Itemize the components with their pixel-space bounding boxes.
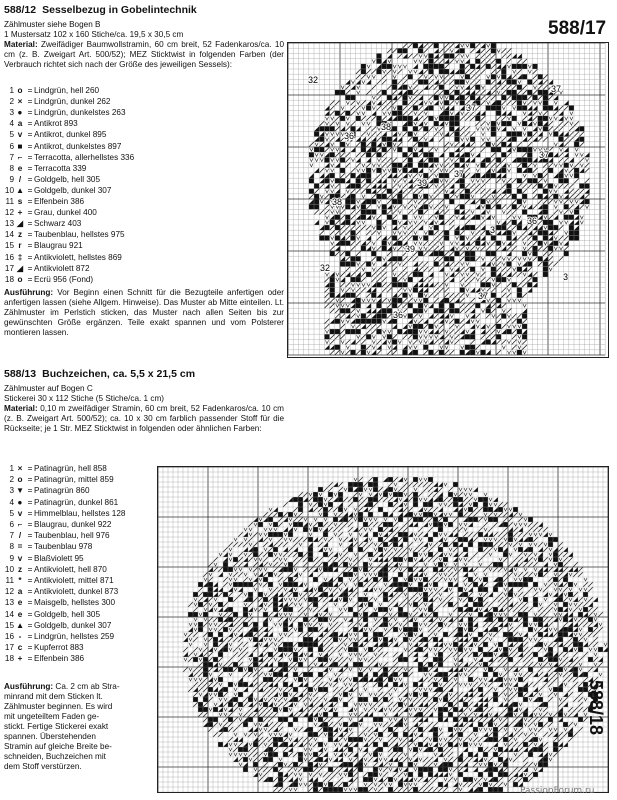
chart-number-label: 38 — [332, 197, 343, 207]
section2-number: 588/13 — [4, 368, 37, 380]
stitch-marks — [183, 477, 608, 792]
legend-number: 7 — [9, 531, 14, 541]
section1-line: Zählmuster siehe Bogen B — [4, 20, 101, 29]
legend-number: 4 — [9, 497, 14, 507]
legend-number: 7 — [9, 152, 14, 162]
legend-symbol: ◢ — [16, 219, 24, 229]
legend-number: 13 — [4, 219, 14, 229]
legend-item — [4, 264, 90, 274]
legend-dash: = — [27, 620, 33, 630]
legend-dash: = — [27, 598, 33, 608]
pattern-chart-bottom — [157, 466, 609, 793]
chart-number-label: 39 — [417, 178, 428, 188]
ausfuehrung-line: Zählmuster beginnen. Es wird — [4, 702, 113, 711]
legend-number: 9 — [9, 174, 14, 184]
chart-bottom-svg — [158, 467, 608, 792]
legend-symbol: × — [17, 97, 23, 107]
legend-item — [4, 610, 100, 620]
legend-number: 11 — [5, 197, 14, 206]
chart-number-label: 3 — [563, 272, 569, 282]
legend-number: 9 — [9, 553, 14, 563]
legend-color-name: Himmelblau, hellstes 128 — [34, 508, 126, 518]
chart-number-label: 32 — [308, 75, 319, 85]
legend-symbol: a — [17, 587, 23, 597]
watermark: PassionForum.ru — [520, 786, 595, 796]
legend-color-name: Antikviolett 872 — [34, 263, 90, 273]
legend-color-name: Antikviolett, hell 870 — [34, 564, 107, 574]
legend-dash: = — [27, 274, 33, 284]
section1-material — [4, 40, 284, 70]
legend-dash: = — [27, 86, 33, 95]
legend-item — [4, 509, 125, 519]
legend-dash: = — [27, 208, 33, 218]
legend-symbol: o — [17, 86, 23, 95]
legend-color-name: Lindgrün, hellstes 259 — [34, 632, 115, 641]
legend-number: 2 — [9, 475, 14, 485]
legend-color-name: Goldgelb, hell 305 — [34, 609, 101, 619]
legend-number: 8 — [9, 542, 14, 552]
legend-number: 12 — [4, 208, 14, 218]
legend-color-name: Antikrot, dunkel 895 — [34, 130, 107, 140]
legend-number: 17 — [4, 643, 14, 653]
chart-top-svg — [288, 43, 608, 357]
legend-number: 15 — [4, 241, 14, 251]
section2-intro — [4, 384, 284, 434]
page-label-top: 588/17 — [548, 18, 607, 39]
chart-number-label: 37 — [539, 150, 550, 160]
legend-color-name: Patinagrün, hell 858 — [34, 464, 107, 473]
legend-color-name: Kupferrot 883 — [34, 643, 84, 653]
legend-item — [4, 464, 107, 474]
legend-dash: = — [27, 553, 33, 563]
legend-symbol: × — [17, 464, 23, 473]
legend-dash: = — [27, 609, 33, 619]
legend-color-name: Antikrot 893 — [34, 119, 78, 129]
legend-symbol: s — [17, 197, 23, 206]
ausfuehrung-label: Ausführung: — [4, 682, 54, 691]
legend-number: 1 — [9, 464, 14, 473]
legend-dash: = — [27, 643, 33, 653]
legend-color-name: Patinagrün, mittel 859 — [34, 475, 114, 485]
legend-dash: = — [27, 241, 33, 251]
legend-color-name: Antikviolett, mittel 871 — [34, 576, 114, 585]
legend-number: 2 — [9, 97, 14, 107]
ausfuehrung-text: Vor Beginn einen Schnitt für die Bezugteile anfertigen oder anfertigen lassen (siehe Allgem. Hinweise). Das Muster ab Mitte einteilen. Lt. Zählmuster im Perlstich sticken, das Muster nach allen Seiten bis zur gewünschten Größe ergänzen. Teile exakt spannen und vom Polsterer montieren lassen. — [4, 288, 284, 337]
legend-item — [4, 632, 114, 642]
legend-item — [4, 119, 78, 129]
legend-number: 10 — [4, 185, 14, 195]
legend-dash: = — [27, 108, 33, 118]
legend-item — [4, 153, 134, 163]
legend-number: 4 — [9, 119, 14, 129]
legend-symbol: o — [17, 475, 23, 485]
legend-dash: = — [27, 486, 33, 496]
legend-item — [4, 643, 84, 653]
legend-color-name: Goldgelb, hell 305 — [34, 174, 101, 184]
legend-dash: = — [27, 475, 33, 485]
legend-item — [4, 208, 97, 218]
legend-item — [4, 498, 118, 508]
section2-title: Buchzeichen, ca. 5,5 x 21,5 cm — [42, 368, 196, 380]
legend-number: 14 — [4, 230, 14, 240]
legend-symbol: e — [17, 163, 23, 173]
legend-color-name: Ecrü 956 (Fond) — [34, 274, 94, 284]
legend-color-name: Taubenblau, hellstes 975 — [34, 230, 125, 240]
chart-number-label: 37 — [478, 291, 489, 301]
chart-number-label: 32 — [320, 263, 331, 273]
section2-heading — [4, 368, 284, 380]
legend-dash: = — [27, 654, 33, 664]
section1-line: 1 Mustersatz 102 x 160 Stiche/ca. 19,5 x 30,5 cm — [4, 30, 184, 39]
legend-number: 10 — [4, 564, 14, 574]
legend-color-name: Blaßviolett 95 — [34, 553, 84, 563]
legend-symbol: v — [17, 508, 23, 518]
legend-dash: = — [27, 464, 33, 473]
legend-item — [4, 587, 118, 597]
legend-item — [4, 97, 110, 107]
legend-color-name: Lindgrün, hell 260 — [34, 86, 100, 95]
material-text: Zweifädiger Baumwollstramin, 60 cm breit, 52 Fadenkaros/ca. 10 cm (z. B. Zweigart Art. 500/52); MEZ Sticktwist in folgenden Farben (der Verbrauch richtet sich nach der Größe des jeweiligen Sessels): — [4, 40, 284, 69]
legend-dash: = — [27, 185, 33, 195]
legend-symbol: * — [18, 576, 22, 585]
legend-color-name: Goldgelb, dunkel 307 — [34, 185, 112, 195]
legend-color-name: Terracotta, allerhellstes 336 — [34, 152, 135, 162]
legend-item — [4, 142, 121, 152]
legend-color-name: Schwarz 403 — [34, 219, 82, 229]
ausfuehrung-line: Ca. 2 cm ab Stra- — [55, 682, 120, 691]
legend-number: 16 — [4, 632, 14, 641]
legend-dash: = — [27, 119, 33, 129]
legend-symbol: z — [17, 564, 23, 574]
legend-dash: = — [27, 531, 33, 541]
legend-item — [4, 197, 84, 207]
legend-symbol: c — [17, 643, 23, 653]
legend-item — [4, 230, 125, 240]
legend-color-name: Patinagrün, dunkel 861 — [34, 497, 119, 507]
material-label: Material: — [4, 40, 38, 49]
chart-number-label: 36 — [393, 310, 404, 320]
ausfuehrung-line: schneiden, Buchzeichen mit — [4, 752, 106, 761]
legend-number: 6 — [9, 141, 14, 151]
chart-number-label: 38 — [381, 122, 392, 132]
legend-item — [4, 186, 111, 196]
legend-symbol: ⌐ — [17, 152, 23, 162]
legend-dash: = — [27, 632, 33, 641]
section2-material — [4, 404, 284, 434]
legend-number: 17 — [4, 263, 14, 273]
chart-number-label: 37 — [466, 103, 477, 113]
legend-color-name: Lindgrün, dunkel 262 — [34, 97, 111, 107]
legend-color-name: Elfenbein 386 — [34, 197, 85, 206]
chart-number-label: 37 — [551, 84, 562, 94]
legend-item — [4, 219, 81, 229]
legend-color-name: Antikviolett, hellstes 869 — [34, 252, 122, 262]
legend-dash: = — [27, 520, 33, 529]
legend-dash: = — [27, 141, 33, 151]
legend-dash: = — [27, 542, 33, 552]
legend-item — [4, 565, 107, 575]
section1-ausfuehrung — [4, 288, 284, 338]
chart-number-label: 36 — [344, 131, 355, 141]
legend-number: 18 — [4, 274, 14, 284]
legend-dash: = — [27, 230, 33, 240]
section1-number: 588/12 — [4, 4, 37, 16]
legend-number: 18 — [4, 654, 14, 664]
ausfuehrung-label: Ausführung: — [4, 288, 54, 297]
legend-symbol: ▲ — [15, 185, 25, 195]
legend-dash: = — [27, 497, 33, 507]
legend-dash: = — [27, 587, 33, 597]
legend-number: 16 — [4, 252, 14, 262]
legend-symbol: e — [17, 609, 23, 619]
section1-intro — [4, 20, 284, 70]
legend-dash: = — [27, 564, 33, 574]
legend-symbol: ‡ — [17, 252, 23, 262]
legend-symbol: ■ — [17, 141, 23, 151]
legend-color-name: Antikrot, dunkelstes 897 — [34, 141, 122, 151]
legend-symbol: r — [18, 241, 22, 251]
legend-item — [4, 531, 110, 541]
legend-dash: = — [27, 508, 33, 518]
legend-number: 1 — [9, 86, 14, 95]
legend-number: 11 — [5, 576, 14, 585]
legend-symbol: o — [17, 274, 23, 284]
section2-ausfuehrung — [4, 682, 154, 772]
legend-item — [4, 241, 83, 251]
ausfuehrung-line: minrand mit dem Sticken lt. — [4, 692, 103, 701]
page-label-bottom: 588/18 — [586, 680, 606, 736]
legend-symbol: ● — [17, 108, 23, 118]
legend-number: 8 — [9, 163, 14, 173]
legend-symbol: ● — [17, 497, 23, 507]
legend-color-name: Maisgelb, hellstes 300 — [34, 598, 116, 608]
chart-number-label: 39 — [405, 244, 416, 254]
ausfuehrung-line: Stramin auf gleiche Breite be- — [4, 742, 112, 751]
ausfuehrung-line: mit ungeteiltem Faden ge- — [4, 712, 100, 721]
legend-color-name: Taubenblau 978 — [34, 542, 93, 552]
legend-number: 6 — [9, 520, 14, 529]
legend-symbol: - — [18, 632, 22, 641]
legend-symbol: ▲ — [15, 620, 25, 630]
legend-color-name: Blaugrau 921 — [34, 241, 83, 251]
legend-item — [4, 253, 122, 263]
legend-item — [4, 520, 111, 530]
legend-item — [4, 164, 86, 174]
legend-symbol: + — [17, 208, 23, 218]
legend-symbol: v — [17, 130, 23, 140]
legend-item — [4, 475, 114, 485]
chart-number-label: 3 — [490, 225, 496, 235]
legend-number: 12 — [4, 587, 14, 597]
legend-color-name: Elfenbein 386 — [34, 654, 85, 664]
legend-dash: = — [27, 197, 33, 206]
material-label: Material: — [4, 404, 38, 413]
legend-dash: = — [27, 576, 33, 585]
legend-dash: = — [27, 163, 33, 173]
legend-number: 3 — [9, 486, 14, 496]
legend-color-name: Taubenblau, hell 976 — [34, 531, 110, 541]
section2-line: Zählmuster auf Bogen C — [4, 384, 93, 393]
legend-item — [4, 542, 92, 552]
legend-item — [4, 86, 99, 96]
legend-number: 13 — [4, 598, 14, 608]
legend-item — [4, 598, 115, 608]
pattern-chart-top — [287, 42, 609, 358]
chart-number-label: 36 — [527, 216, 538, 226]
legend-symbol: a — [17, 119, 23, 129]
legend-number: 14 — [4, 609, 14, 619]
legend-color-name: Blaugrau, dunkel 922 — [34, 520, 112, 529]
chart-number-label: 37 — [454, 169, 465, 179]
legend-color-name: Lindgrün, dunkelstes 263 — [34, 108, 126, 118]
legend-color-name: Antikviolett, dunkel 873 — [34, 587, 119, 597]
legend-item — [4, 486, 90, 496]
legend-symbol: ⌐ — [17, 520, 23, 529]
legend-number: 5 — [9, 508, 14, 518]
section2-line: Stickerei 30 x 112 Stiche (5 Stiche/ca. 1 cm) — [4, 394, 165, 403]
ausfuehrung-line: spannen. Überstehenden — [4, 732, 96, 741]
legend-symbol: ◢ — [16, 263, 24, 273]
ausfuehrung-line: dem Stoff verstürzen. — [4, 762, 82, 771]
legend-number: 3 — [9, 108, 14, 118]
legend-symbol: / — [18, 174, 22, 184]
material-text: 0,10 m zweifädiger Stramin, 60 cm breit, 52 Fadenkaros/ca. 10 cm (z. B. Zweigart Art. 500/52); ca. 10 x 30 cm farblich passender Stoff für die Rückseite; je 1 Str. MEZ Sticktwist in folgenden oder ähnlichen Farben: — [4, 404, 285, 433]
legend-color-name: Goldgelb, dunkel 307 — [34, 620, 112, 630]
legend-symbol: ▼ — [15, 486, 25, 496]
legend-symbol: + — [17, 654, 23, 664]
legend-color-name: Patinagrün 860 — [34, 486, 90, 496]
section1-title: Sesselbezug in Gobelintechnik — [42, 4, 197, 16]
legend-dash: = — [27, 174, 33, 184]
section1-heading — [4, 4, 284, 16]
legend-item — [4, 576, 114, 586]
legend-item — [4, 275, 93, 285]
legend-symbol: = — [17, 542, 23, 552]
legend-symbol: / — [18, 531, 22, 541]
legend-dash: = — [27, 130, 33, 140]
legend-item — [4, 654, 84, 664]
legend-symbol: e — [17, 598, 23, 608]
legend-number: 15 — [4, 620, 14, 630]
legend-item — [4, 554, 84, 564]
legend-dash: = — [27, 219, 33, 229]
legend-item — [4, 130, 106, 140]
legend-color-name: Grau, dunkel 400 — [34, 208, 97, 218]
legend-item — [4, 621, 111, 631]
legend-symbol: z — [17, 230, 23, 240]
legend-dash: = — [27, 263, 33, 273]
legend-number: 5 — [9, 130, 14, 140]
legend-color-name: Terracotta 339 — [34, 163, 87, 173]
legend-dash: = — [27, 97, 33, 107]
legend-dash: = — [27, 252, 33, 262]
ausfuehrung-line: stickt. Fertige Stickerei exakt — [4, 722, 109, 731]
legend-item — [4, 175, 100, 185]
legend-dash: = — [27, 152, 33, 162]
legend-symbol: v — [17, 553, 23, 563]
legend-item — [4, 108, 126, 118]
